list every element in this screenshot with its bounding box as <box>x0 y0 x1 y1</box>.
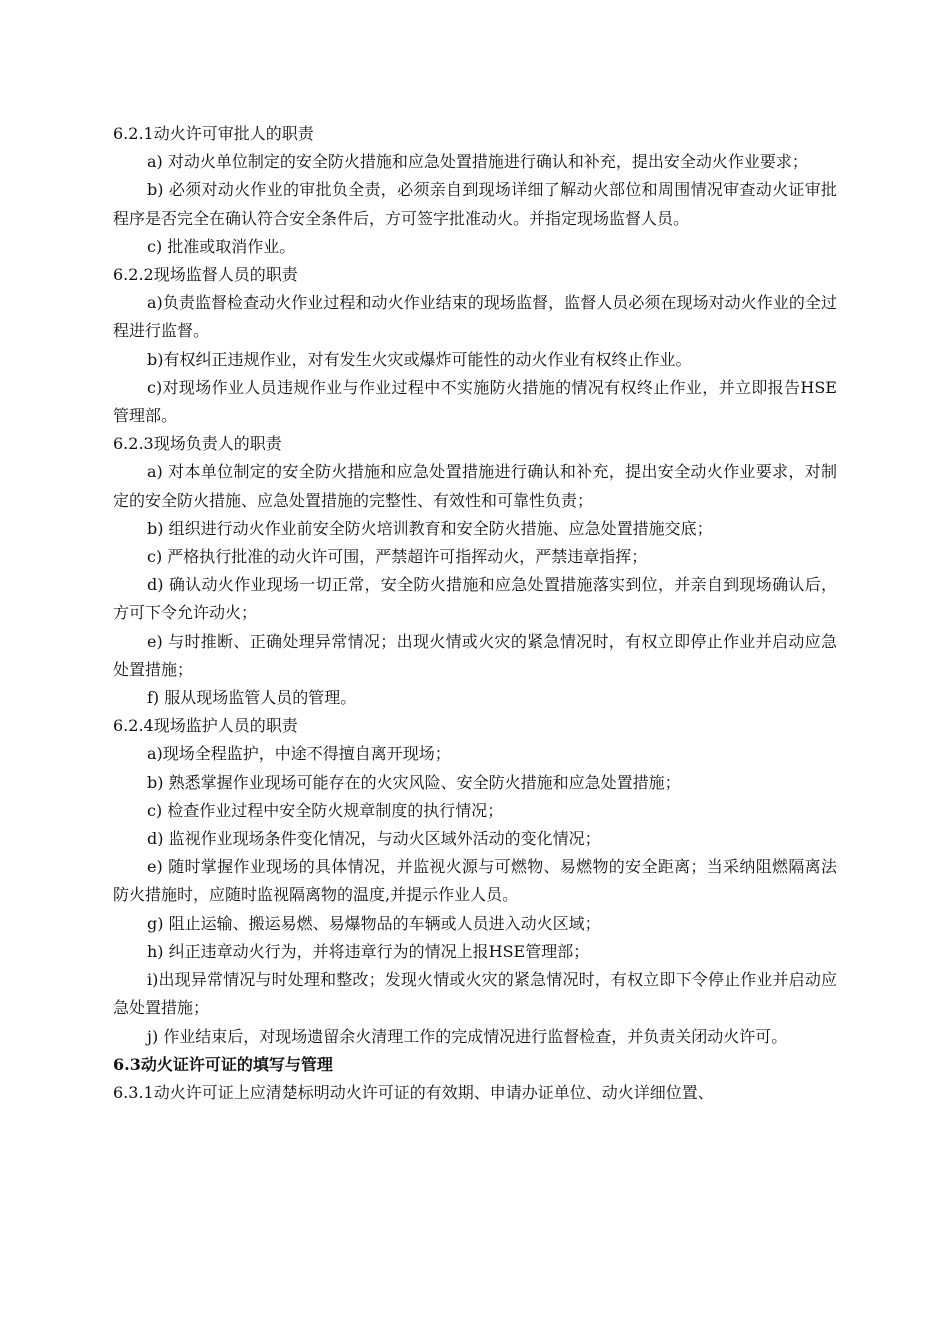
list-item-a: a) 对本单位制定的安全防火措施和应急处置措施进行确认和补充，提出安全动火作业要求，对制定的安全防火措施、应急处置措施的完整性、有效性和可靠性负责； <box>113 462 837 510</box>
list-item-c: c)对现场作业人员违规作业与作业过程中不实施防火措施的情况有权终止作业，并立即报告HSE管理部。 <box>113 377 837 426</box>
list-item-a: a) 对动火单位制定的安全防火措施和应急处置措施进行确认和补充，提出安全动火作业要求； <box>147 152 808 172</box>
list-item-a: a)现场全程监护，中途不得擅自离开现场； <box>147 744 451 764</box>
subsection-heading-6-2-4: 6.2.4现场监护人员的职责 <box>113 716 298 736</box>
list-item-f: f) 服从现场监管人员的管理。 <box>147 688 357 708</box>
subsection-heading-6-2-3: 6.2.3现场负责人的职责 <box>113 434 282 454</box>
list-item-b: b) 熟悉掌握作业现场可能存在的火灾风险、安全防火措施和应急处置措施； <box>147 772 681 792</box>
subsection-heading-6-3-1: 6.3.1动火许可证上应清楚标明动火许可证的有效期、申请办证单位、动火详细位置、 <box>113 1082 714 1102</box>
section-heading-6-3: 6.3动火证许可证的填写与管理 <box>113 1054 333 1074</box>
subsection-heading-6-2-1: 6.2.1动火许可审批人的职责 <box>113 124 314 143</box>
list-item-c: c) 批准或取消作业。 <box>147 236 296 256</box>
list-item-c: c) 检查作业过程中安全防火规章制度的执行情况； <box>147 800 504 820</box>
list-item-h: h) 纠正违章动火行为，并将违章行为的情况上报HSE管理部； <box>147 941 590 961</box>
list-item-b: b)有权纠正违规作业，对有发生火灾或爆炸可能性的动火作业有权终止作业。 <box>147 349 692 369</box>
document-body <box>113 120 837 1107</box>
subsection-heading-6-2-2: 6.2.2现场监督人员的职责 <box>113 265 298 285</box>
list-item-e: e) 与时推断、正确处理异常情况；出现火情或火灾的紧急情况时，有权立即停止作业并启动应急处置措施； <box>113 631 837 679</box>
list-item-d: d) 监视作业现场条件变化情况，与动火区域外活动的变化情况； <box>147 829 601 849</box>
list-item-d: d) 确认动火作业现场一切正常，安全防火措施和应急处置措施落实到位，并亲自到现场确认后，方可下令允许动火； <box>113 575 837 623</box>
list-item-b: b) 必须对动火作业的审批负全责，必须亲自到现场详细了解动火部位和周围情况审查动火证审批程序是否完全在确认符合安全条件后，方可签字批准动火。并指定现场监督人员。 <box>113 180 837 228</box>
list-item-g: g) 阻止运输、搬运易燃、易爆物品的车辆或人员进入动火区域； <box>147 913 601 933</box>
list-item-b: b) 组织进行动火作业前安全防火培训教育和安全防火措施、应急处置措施交底； <box>147 518 713 538</box>
list-item-e: e) 随时掌握作业现场的具体情况，并监视火源与可燃物、易燃物的安全距离；当采纳阻燃隔离法防火措施时，应随时监视隔离物的温度,并提示作业人员。 <box>113 857 837 905</box>
list-item-c: c) 严格执行批准的动火许可围，严禁超许可指挥动火，严禁违章指挥； <box>147 547 648 567</box>
list-item-j: j) 作业结束后，对现场遗留余火清理工作的完成情况进行监督检查，并负责关闭动火许可。 <box>147 1026 788 1046</box>
list-item-a: a)负责监督检查动火作业过程和动火作业结束的现场监督，监督人员必须在现场对动火作业的全过程进行监督。 <box>113 293 837 341</box>
list-item-i: i)出现异常情况与时处理和整改；发现火情或火灾的紧急情况时，有权立即下令停止作业并启动应急处置措施； <box>113 970 837 1018</box>
